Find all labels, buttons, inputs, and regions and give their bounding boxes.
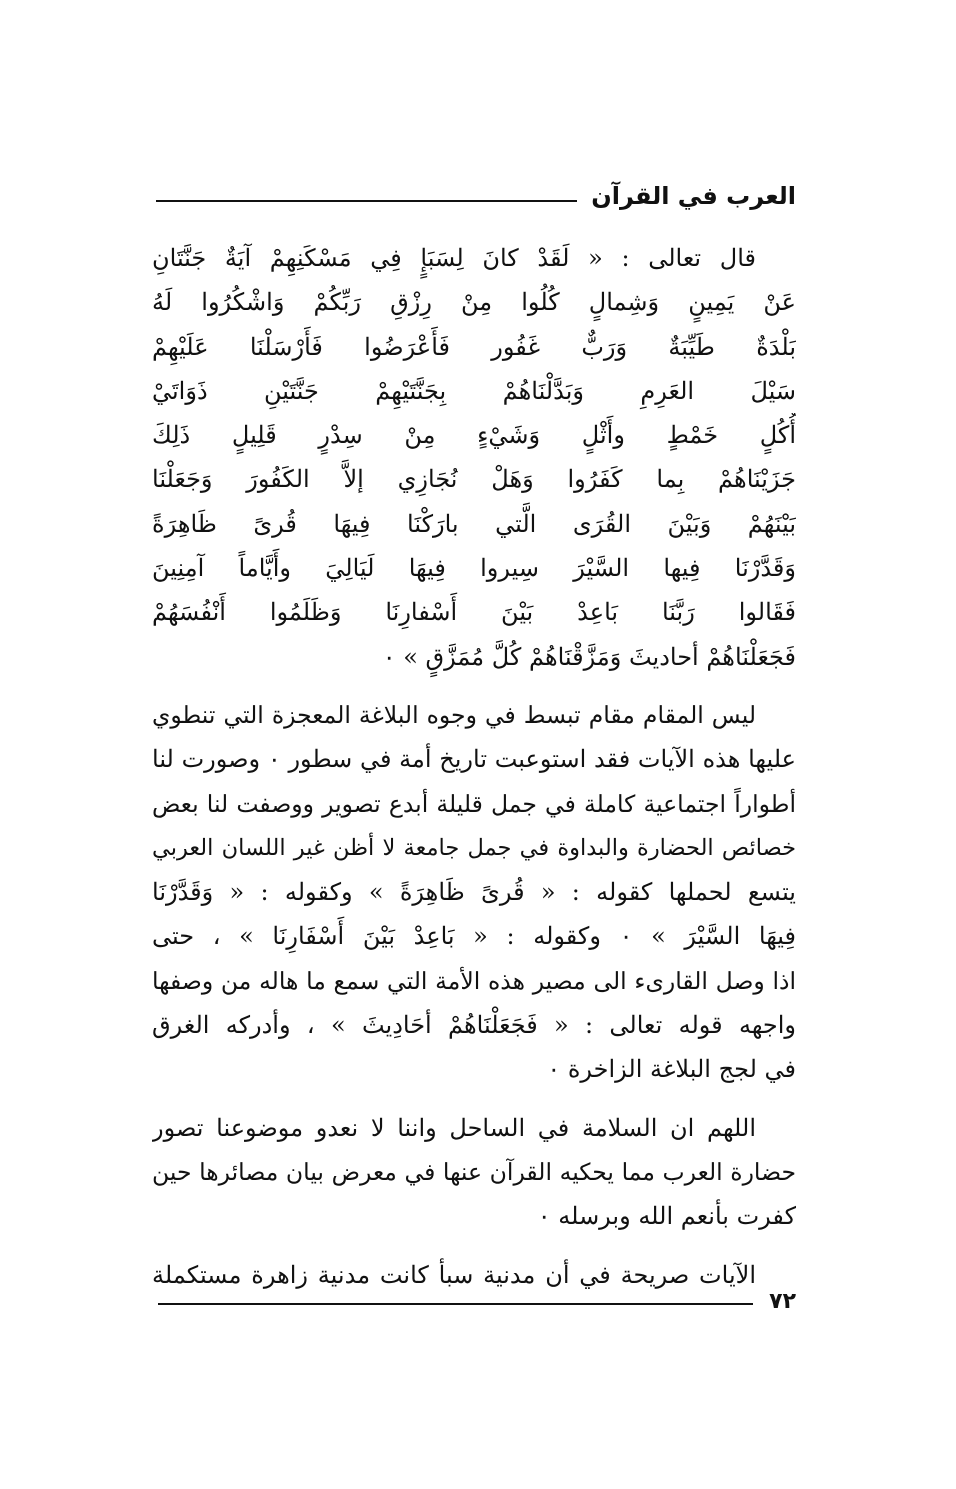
text-line: في لجج البلاغة الزاخرة ٠ <box>547 1055 796 1084</box>
page-number: ٧٢ <box>769 1288 796 1314</box>
paragraph-gap <box>152 679 796 693</box>
paragraph <box>152 693 796 1092</box>
text-line: اللهم ان السلامة في الساحل واننا لا نعدو موضوعنا تصور <box>152 1113 756 1142</box>
text-line: وَقَدَّرْنَا فِيها السَّيْرَ سِيروا فِيهَا لَيَالِيَ وأَيَّاماً آمِنِينَ <box>152 554 796 583</box>
text-line: سَيْلَ العَرِمِ وَبَدَّلْنَاهُمْ بِجَنَّتَيْهِمْ جَنَّتَيْنِ ذَوَاتَيْ <box>152 376 796 405</box>
text-line: يتسع لحملها كقوله : « قُرىً ظَاهِرَةً » وكقوله : « وَقَدَّرْنَا <box>152 878 796 907</box>
text-line: واجهه قوله تعالى : « فَجَعَلْنَاهُمْ أحَادِيثَ » ، وأدركه الغرق <box>152 1011 796 1040</box>
text-line: فَجَعَلْنَاهُمْ أحاديثَ وَمَزَّقْنَاهُمْ كُلَّ مُمَزَّقٍ » ٠ <box>382 642 796 671</box>
paragraph <box>152 1106 796 1239</box>
quran-quote-paragraph <box>152 236 796 679</box>
header-rule <box>156 200 577 202</box>
running-header-title: العرب في القرآن <box>591 182 796 210</box>
page-footer <box>158 1286 796 1316</box>
paragraph-gap <box>152 1239 796 1253</box>
text-line: اذا وصل القارىء الى مصير هذه الأمة التي سمع ما هاله من وصفها <box>152 966 796 995</box>
text-line: بَلْدَةٌ طَيِّبَةٌ وَرَبٌّ غَفُور فَأَعْرَضُوا فَأَرْسَلْنَا عَلَيْهِمْ <box>152 332 796 361</box>
footer-rule <box>158 1303 753 1305</box>
text-line: حضارة العرب مما يحكيه القرآن عنها في معرض بيان مصائرها حين <box>152 1157 796 1186</box>
text-line: كفرت بأنعم الله وبرسله ٠ <box>537 1202 796 1231</box>
running-header <box>156 176 796 216</box>
text-line: عَنْ يَمِينٍ وَشِمالٍ كُلُوا مِنْ رِزْقِ رَبِّكُمْ وَاشْكُرُوا لَهُ <box>152 288 796 317</box>
text-line: فَقَالوا رَبَّنَا بَاعِدْ بَيْنَ أَسْفارِنَا وَظَلَمُوا أَنْفُسَهُمْ <box>152 598 796 627</box>
text-line: بَيْنَهُمْ وَبَيْنَ القُرَى الَّتي بارَكْنَا فِيهَا قُرىً ظَاهِرَةً <box>152 509 796 538</box>
text-line: خصائص الحضارة والبداوة في جمل جامعة لا أظن غير اللسان العربي <box>152 834 796 861</box>
text-line: جَزَيْنَاهُمْ بِما كَفَرُوا وَهَلْ نُجَازِي إلاَّ الكَفُورَ وَجَعَلْنَا <box>152 465 796 494</box>
text-line: قال تعالى : « لَقَدْ كانَ لِسَبَإٍ فِي مَسْكَنِهِمْ آيَةٌ جَنَّتَانِ <box>152 244 756 272</box>
body-text <box>152 236 796 1297</box>
paragraph-gap <box>152 1092 796 1106</box>
text-line: أطواراً اجتماعية كاملة في جمل قليلة أبدع تصوير ووصفت لنا بعض <box>152 789 796 818</box>
text-line: أُكُلٍ خَمْطٍ وأَثْلٍ وَشَيْءٍ مِنْ سِدْرٍ قَلِيلٍ ذَلِكَ <box>152 421 796 450</box>
text-line: عليها هذه الآيات فقد استوعبت تاريخ أمة في سطور ٠ وصورت لنا <box>152 745 796 774</box>
text-line: ليس المقام مقام تبسط في وجوه البلاغة المعجزة التي تنطوي <box>152 700 756 729</box>
text-line: فِيهَا السَّيْرَ » ٠ وكقوله : « بَاعِدْ بَيْنَ أَسْفَارِنَا » ، حتى <box>152 922 796 951</box>
text-line: الآيات صريحة في أن مدنية سبأ كانت مدنية زاهرة مستكملة <box>152 1260 756 1289</box>
